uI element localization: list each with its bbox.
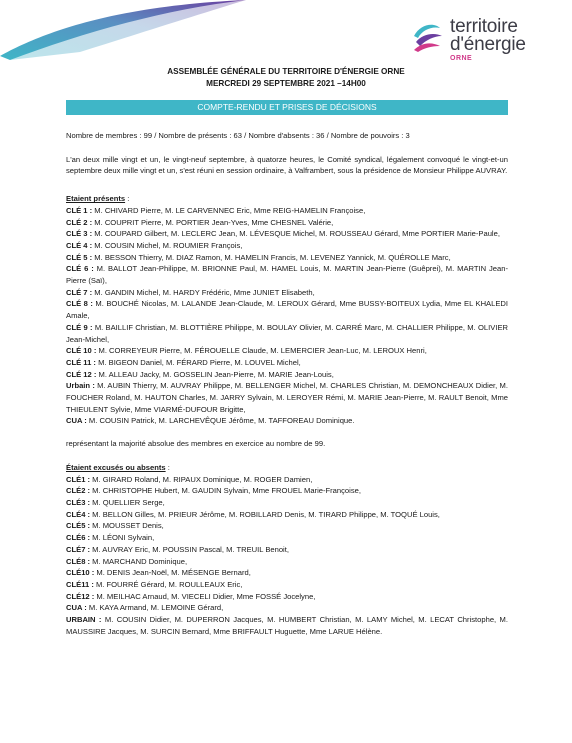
attendee-group-key: CLÉ 10 : <box>66 346 97 356</box>
attendee-group-key: CLÉ6 : <box>66 533 91 543</box>
logo-mark-icon <box>410 20 444 54</box>
logo-line-1: territoire <box>450 16 518 37</box>
attendee-names: M. KAYA Armand, M. LEMOINE Gérard, <box>86 603 224 613</box>
attendee-names: M. QUELLIER Serge, <box>90 497 165 507</box>
attendee-group-key: CLÉ8 : <box>66 556 91 566</box>
attendee-group-key: CLÉ1 : <box>66 474 91 484</box>
attendee-group-key: URBAIN : <box>66 615 102 625</box>
attendee-row <box>66 602 508 614</box>
attendee-row <box>66 287 508 299</box>
attendee-row <box>66 369 508 381</box>
attendee-row <box>66 591 508 603</box>
attendee-names: M. CHIVARD Pierre, M. LE CARVENNEC Eric, Mme REIG-HAMELIN Françoise, <box>92 205 366 215</box>
attendee-names: M. CORREYEUR Pierre, M. FÉROUELLE Claude, M. LEMERCIER Jean-Luc, M. LEROUX Henri, <box>96 346 427 356</box>
logo-line-2: d'énergie <box>450 34 526 55</box>
attendee-row <box>66 380 508 415</box>
attendee-row <box>66 252 508 264</box>
attendee-names: M. LÉONI Sylvain, <box>90 533 155 543</box>
attendee-group-key: CLÉ 3 : <box>66 229 93 239</box>
absent-heading-suffix: : <box>165 462 170 472</box>
document-date: MERCREDI 29 SEPTEMBRE 2021 –14H00 <box>206 78 366 88</box>
absent-list <box>66 474 508 638</box>
attendee-group-key: CLÉ 12 : <box>66 369 97 379</box>
attendee-group-key: CLÉ10 : <box>66 568 95 578</box>
attendee-row <box>66 298 508 321</box>
attendee-names: M. BOUCHÉ Nicolas, M. LALANDE Jean-Claude, M. LEROUX Gérard, Mme BUSSY-BOITEUX Lydia, Mme EL KHALEDI Amale, <box>66 299 509 321</box>
attendee-names: M. DENIS Jean-Noël, M. MÉSENGE Bernard, <box>94 568 251 578</box>
attendee-row <box>66 509 508 521</box>
attendee-row <box>66 228 508 240</box>
attendee-names: M. BAILLIF Christian, M. BLOTTIÈRE Philippe, M. BOULAY Olivier, M. CARRÉ Marc, M. CHALLIER Philippe, M. OLIVIER Jean-Michel, <box>66 322 508 344</box>
attendee-names: M. BALLOT Jean-Philippe, M. BRIONNE Paul, M. HAMEL Louis, M. MARTIN Jean-Pierre (Guêprei), M. MARTIN Jean-Pierre (Saï), <box>66 264 508 286</box>
present-list <box>66 205 508 427</box>
attendee-group-key: CLÉ 1 : <box>66 205 93 215</box>
attendee-group-key: CUA : <box>66 416 87 426</box>
attendee-group-key: CLÉ 6 : <box>66 264 94 274</box>
attendee-group-key: CLÉ12 : <box>66 591 95 601</box>
document-header <box>0 66 572 89</box>
attendee-group-key: CLÉ 5 : <box>66 252 93 262</box>
attendee-names: M. AUVRAY Eric, M. POUSSIN Pascal, M. TREUIL Benoit, <box>90 544 289 554</box>
attendee-names: M. BIGEON Daniel, M. FÉRARD Pierre, M. LOUVEL Michel, <box>95 357 301 367</box>
attendee-names: M. COUSIN Didier, M. DUPERRON Jacques, M. HUMBERT Christian, M. LAMY Michel, M. LECAT Christophe, M. MAUSSIRE Jacques, M. SURCIN Bernard, Mme BRIFFAULT Huguette, Mme LARUE Hélène. <box>66 615 508 636</box>
attendee-names: M. FOURRÉ Gérard, M. ROULLEAUX Eric, <box>93 579 243 589</box>
attendee-group-key: CLÉ2 : <box>66 486 91 496</box>
attendee-row <box>66 485 508 497</box>
attendee-row <box>66 322 508 345</box>
attendee-group-key: CLÉ4 : <box>66 509 91 519</box>
attendee-group-key: CLÉ 7 : <box>66 287 93 297</box>
attendee-group-key: CLÉ 11 : <box>66 357 96 367</box>
attendee-group-key: CLÉ 4 : <box>66 240 93 250</box>
member-counts: Nombre de membres : 99 / Nombre de présents : 63 / Nombre d'absents : 36 / Nombre de pouvoirs : 3 <box>66 131 410 140</box>
attendee-names: M. COUSIN Patrick, M. LARCHEVÊQUE Jérôme, M. TAFFOREAU Dominique. <box>86 416 355 426</box>
attendee-names: M. AUBIN Thierry, M. AUVRAY Philippe, M. BELLENGER Michel, M. CHARLES Christian, M. DEMONCHEAUX Didier, M. FOUCHER Roland, M. HAUTON Charles, M. JARRY Sylvain, M. LEROYER Rémi, M. MARIE Jean-Pierre, M. RAULT Benoit, Mme THIEULENT Sylvie, Mme VIARMÉ-DUFOUR Brigitte, <box>66 381 508 414</box>
present-heading-suffix: : <box>125 194 130 204</box>
attendee-row <box>66 544 508 556</box>
attendee-row <box>66 263 508 286</box>
attendee-names: M. MOUSSET Denis, <box>90 521 164 531</box>
logo-line-3: ORNE <box>450 55 473 62</box>
attendee-row <box>66 556 508 568</box>
attendee-row <box>66 474 508 486</box>
attendee-row <box>66 497 508 509</box>
attendee-group-key: CLÉ 2 : <box>66 217 93 227</box>
attendee-row <box>66 579 508 591</box>
attendee-row <box>66 520 508 532</box>
attendee-group-key: CLÉ 8 : <box>66 299 93 309</box>
attendee-names: M. MEILHAC Arnaud, M. VIECELI Didier, Mme FOSSÉ Jocelyne, <box>94 591 316 601</box>
document-title: ASSEMBLÉE GÉNÉRALE DU TERRITOIRE D'ÉNERGIE ORNE <box>167 67 405 76</box>
attendee-row <box>66 415 508 427</box>
attendee-group-key: CLÉ3 : <box>66 497 91 507</box>
attendee-names: M. CHRISTOPHE Hubert, M. GAUDIN Sylvain, Mme FROUEL Marie-Françoise, <box>90 486 361 496</box>
attendee-row <box>66 567 508 579</box>
attendee-names: M. COUSIN Michel, M. ROUMIER François, <box>92 240 243 250</box>
attendee-group-key: CLÉ5 : <box>66 521 91 531</box>
attendee-row <box>66 357 508 369</box>
attendee-row <box>66 240 508 252</box>
attendee-group-key: CUA : <box>66 603 87 613</box>
attendee-names: M. ALLEAU Jacky, M. GOSSELIN Jean-Pierre, M. MARIE Jean-Louis, <box>96 369 334 379</box>
attendee-names: M. BELLON Gilles, M. PRIEUR Jérôme, M. ROBILLARD Denis, M. TIRARD Philippe, M. TOQUÉ Louis, <box>90 509 440 519</box>
attendee-group-key: Urbain : <box>66 381 95 391</box>
attendee-row <box>66 345 508 357</box>
attendee-names: M. GANDIN Michel, M. HARDY Frédéric, Mme JUNIET Elisabeth, <box>92 287 315 297</box>
attendee-names: M. COUPARD Gilbert, M. LECLERC Jean, M. LÉVESQUE Michel, M. ROUSSEAU Gérard, Mme PORTIER Marie-Paule, <box>92 229 500 239</box>
territoire-energie-logo <box>410 14 550 74</box>
attendee-row <box>66 614 508 637</box>
attendee-row <box>66 205 508 217</box>
decorative-swoosh <box>0 0 250 62</box>
intro-paragraph: L'an deux mille vingt et un, le vingt-neuf septembre, à quatorze heures, le Comité syndical, légalement convoqué le vingt-et-un septembre deux mille vingt et un, s'est réuni en session ordinaire, à Valframbert, sous la présidence de Monsieur Philippe AUVRAY. <box>66 154 508 176</box>
present-heading-label: Etaient présents <box>66 194 126 204</box>
absent-heading <box>66 462 508 474</box>
attendee-group-key: CLÉ 9 : <box>66 322 93 332</box>
present-heading <box>66 193 508 205</box>
attendee-names: M. GIRARD Roland, M. RIPAUX Dominique, M. ROGER Damien, <box>90 474 313 484</box>
attendee-group-key: CLÉ7 : <box>66 544 91 554</box>
attendee-row <box>66 532 508 544</box>
attendee-names: M. COUPRIT Pierre, M. PORTIER Jean-Yves, Mme CHESNEL Valérie, <box>92 217 334 227</box>
document-body <box>66 130 508 637</box>
attendee-row <box>66 217 508 229</box>
attendee-names: M. MARCHAND Dominique, <box>90 556 188 566</box>
majority-statement: représentant la majorité absolue des membres en exercice au nombre de 99. <box>66 439 326 449</box>
attendee-names: M. BESSON Thierry, M. DIAZ Ramon, M. HAMELIN Francis, M. LEVENEZ Yannick, M. QUÉROLLE Marc, <box>92 252 451 262</box>
section-banner: COMPTE-RENDU ET PRISES DE DÉCISIONS <box>66 100 508 115</box>
attendee-group-key: CLÉ11 : <box>66 579 94 589</box>
absent-heading-label: Étaient excusés ou absents <box>66 462 166 472</box>
